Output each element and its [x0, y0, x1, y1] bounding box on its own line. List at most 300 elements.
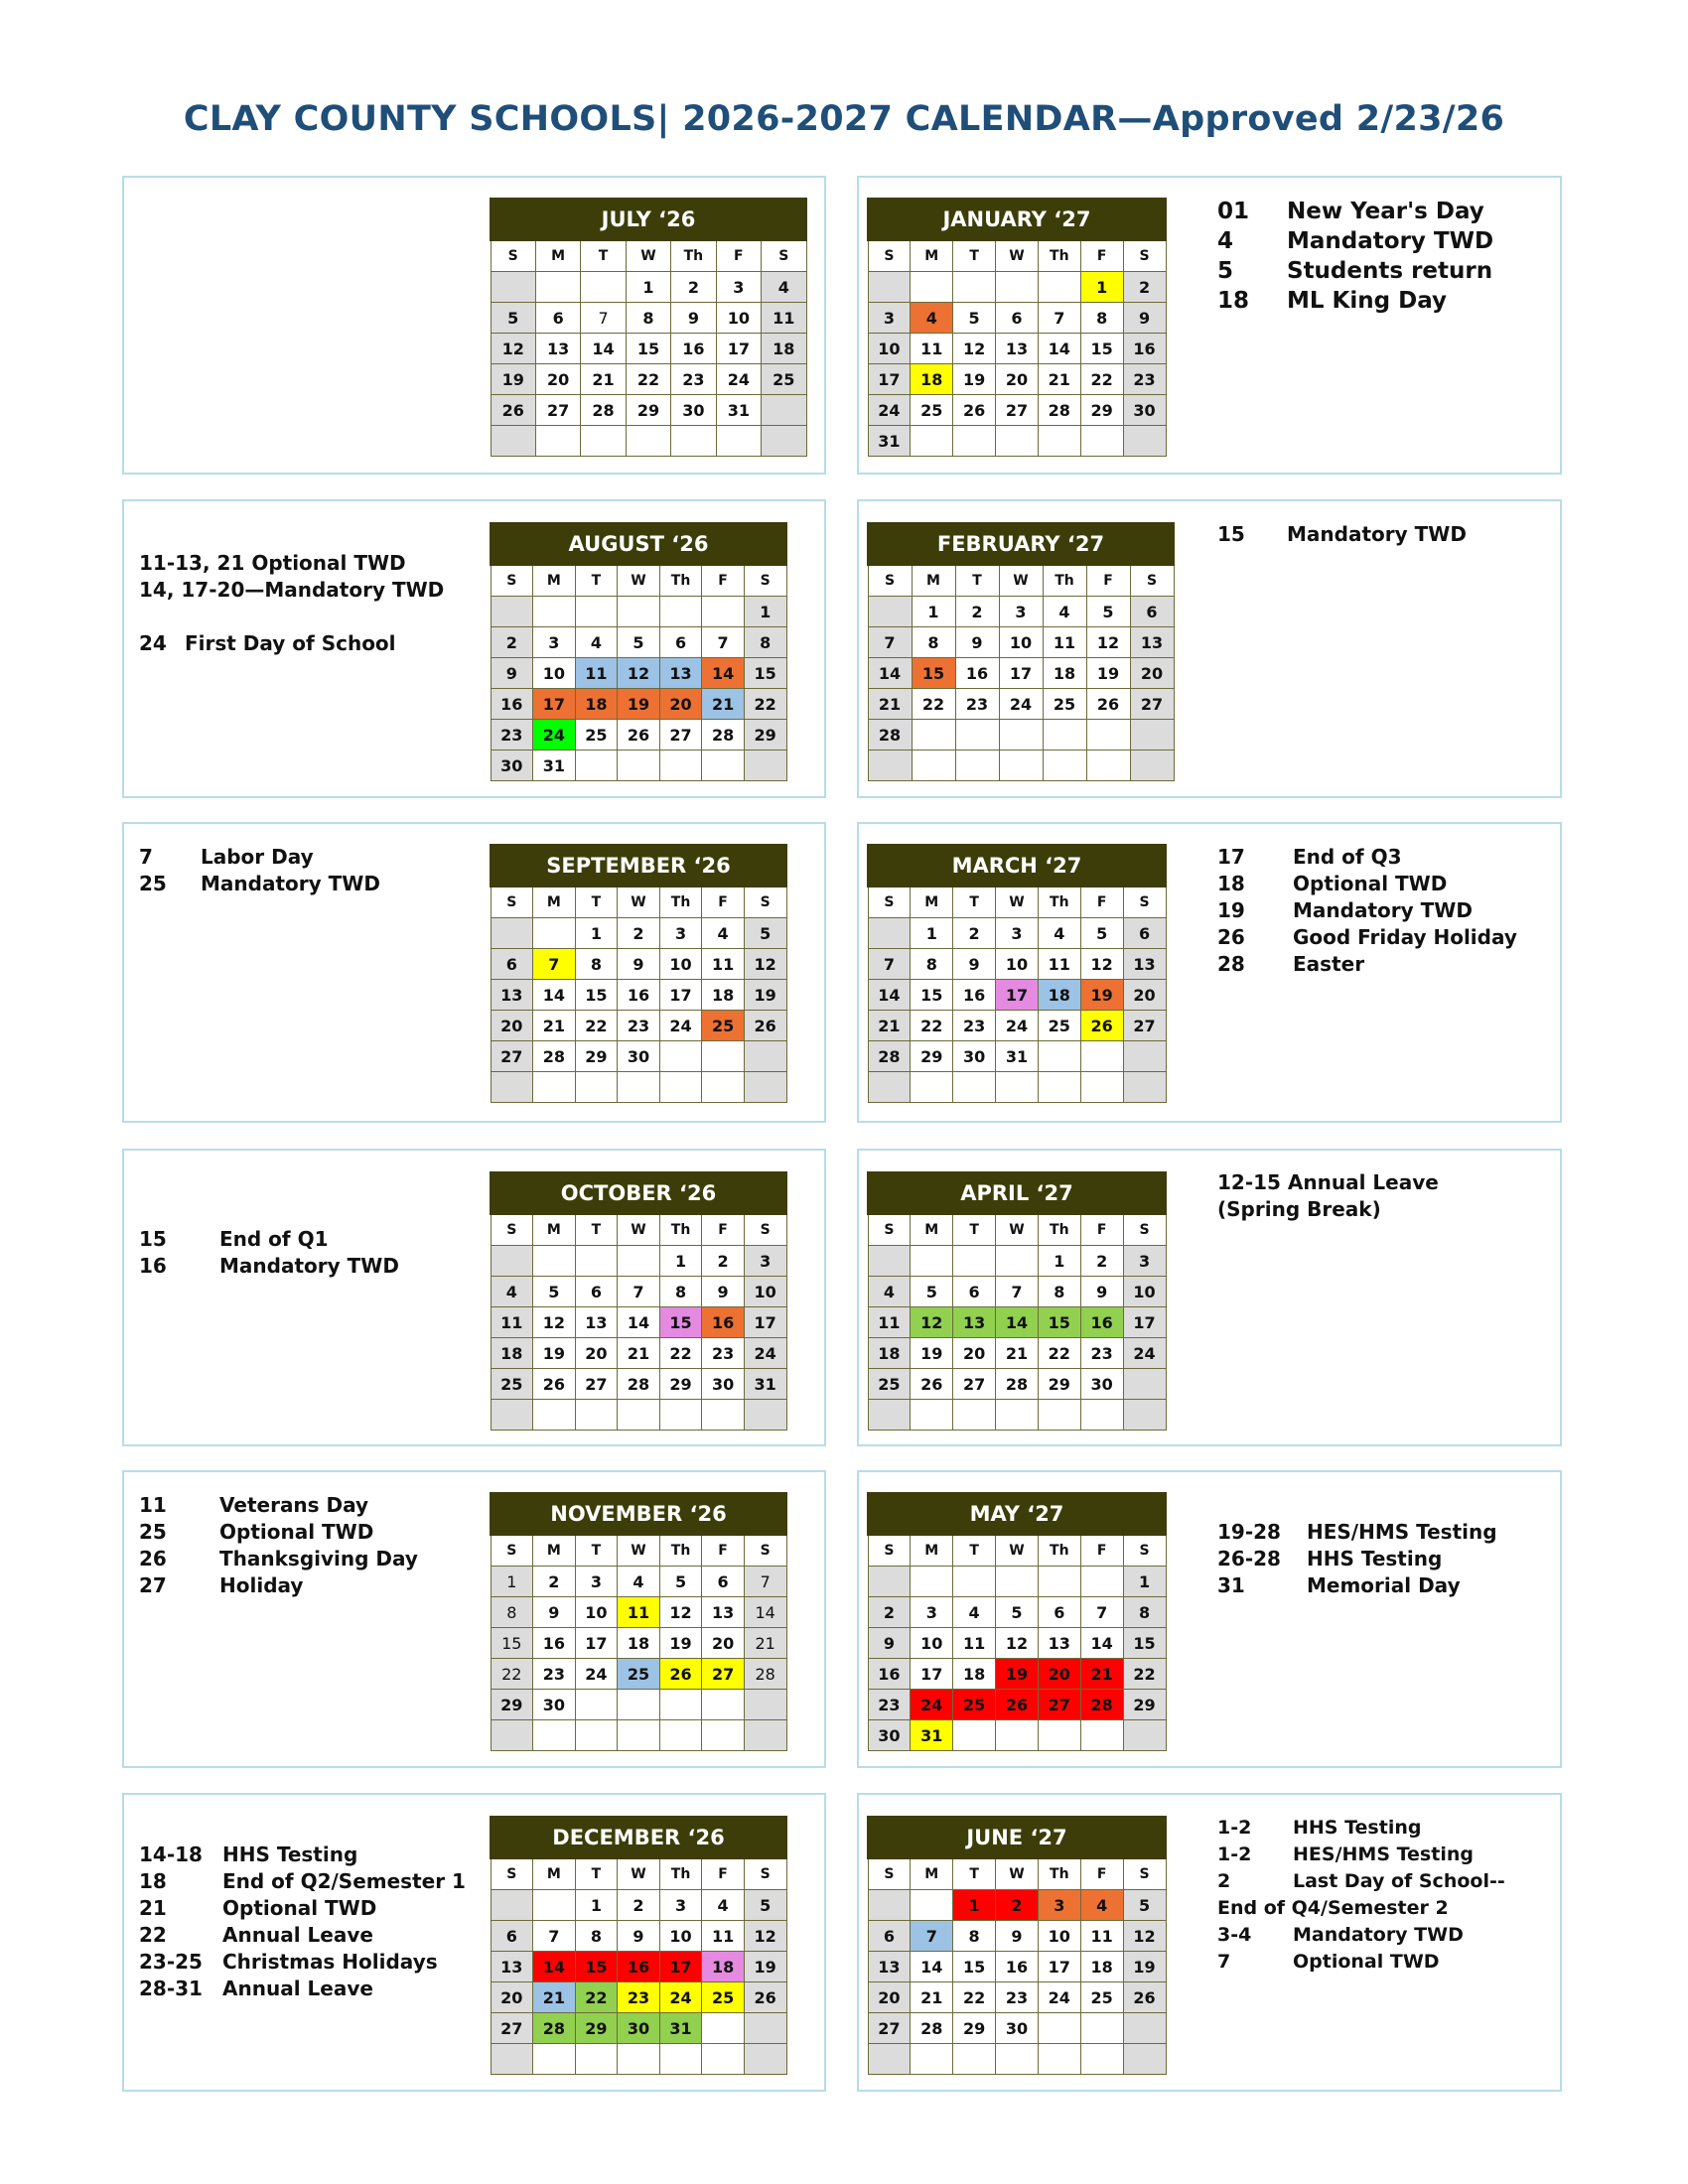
day-cell: 21 — [533, 1982, 576, 2013]
events-august — [139, 550, 444, 657]
day-cell: 6 — [702, 1567, 745, 1597]
day-cell: 7 — [581, 303, 626, 334]
day-cell: 2 — [1080, 1246, 1123, 1277]
empty-cell — [716, 426, 761, 457]
event-row — [139, 1546, 418, 1572]
empty-cell — [702, 751, 745, 781]
event-row — [1217, 897, 1517, 924]
day-header: M — [911, 240, 953, 272]
day-cell: 17 — [996, 980, 1039, 1011]
event-row — [1217, 871, 1517, 897]
empty-cell — [762, 395, 806, 426]
event-label: Veterans Day — [219, 1493, 369, 1517]
day-cell: 3 — [1123, 1246, 1166, 1277]
day-cell: 14 — [744, 1597, 786, 1628]
day-cell: 14 — [911, 1952, 953, 1982]
empty-cell — [671, 426, 716, 457]
empty-cell — [659, 1400, 702, 1431]
day-cell: 20 — [1130, 658, 1174, 689]
day-cell: 29 — [575, 1041, 618, 1072]
day-header: T — [575, 565, 618, 597]
event-date: 7 — [139, 845, 153, 869]
day-cell: 7 — [744, 1567, 786, 1597]
day-cell: 27 — [868, 2013, 911, 2044]
day-cell: 7 — [868, 949, 911, 980]
day-cell: 17 — [1038, 1952, 1080, 1982]
day-cell: 9 — [1123, 303, 1166, 334]
day-cell: 9 — [702, 1277, 745, 1307]
empty-cell — [575, 1072, 618, 1103]
day-cell: 21 — [1080, 1659, 1123, 1690]
empty-cell — [626, 426, 670, 457]
day-cell: 4 — [953, 1597, 996, 1628]
empty-cell — [868, 1246, 911, 1277]
day-cell: 22 — [953, 1982, 996, 2013]
event-label: End of Q3 — [1293, 845, 1402, 869]
day-cell: 9 — [671, 303, 716, 334]
day-cell: 2 — [618, 1890, 660, 1921]
day-cell: 15 — [953, 1952, 996, 1982]
day-header: S — [868, 1214, 911, 1246]
empty-cell — [953, 1246, 996, 1277]
day-cell: 28 — [618, 1369, 660, 1400]
day-cell: 10 — [575, 1597, 618, 1628]
empty-cell — [953, 1720, 996, 1751]
event-row — [139, 577, 444, 604]
empty-cell — [868, 597, 912, 627]
day-cell: 22 — [912, 689, 955, 720]
day-cell: 7 — [996, 1277, 1039, 1307]
day-header: F — [1080, 1535, 1123, 1567]
empty-cell — [868, 1072, 911, 1103]
day-cell: 12 — [1080, 949, 1123, 980]
empty-cell — [1123, 2044, 1166, 2075]
day-cell: 27 — [491, 1041, 533, 1072]
day-cell: 2 — [533, 1567, 576, 1597]
calendar-february-2027 — [867, 522, 1175, 781]
day-cell: 22 — [491, 1659, 533, 1690]
day-cell: 6 — [953, 1277, 996, 1307]
day-header: S — [1123, 240, 1166, 272]
day-cell: 20 — [575, 1338, 618, 1369]
day-cell: 29 — [659, 1369, 702, 1400]
day-cell: 8 — [575, 1921, 618, 1952]
empty-cell — [659, 2044, 702, 2075]
day-cell: 25 — [1043, 689, 1086, 720]
day-cell: 20 — [535, 364, 580, 395]
day-cell: 30 — [953, 1041, 996, 1072]
day-header: Th — [1038, 240, 1080, 272]
day-header: S — [744, 1858, 786, 1890]
day-header: W — [999, 565, 1043, 597]
day-cell: 5 — [744, 918, 786, 949]
day-cell: 15 — [1080, 334, 1123, 364]
events-december — [139, 1842, 466, 2002]
day-cell: 25 — [575, 720, 618, 751]
empty-cell — [1123, 2013, 1166, 2044]
event-label: Optional TWD — [1293, 872, 1448, 895]
day-cell: 5 — [491, 303, 535, 334]
day-cell: 18 — [1038, 980, 1080, 1011]
day-header: Th — [1038, 887, 1080, 918]
day-header: M — [533, 1535, 576, 1567]
day-cell: 28 — [868, 1041, 911, 1072]
day-header: W — [626, 240, 670, 272]
day-cell: 24 — [716, 364, 761, 395]
day-cell: 8 — [953, 1921, 996, 1952]
day-header: S — [744, 1535, 786, 1567]
day-cell: 6 — [491, 1921, 533, 1952]
day-header: F — [1080, 240, 1123, 272]
day-cell: 28 — [533, 2013, 576, 2044]
day-cell: 13 — [1038, 1628, 1080, 1659]
day-cell: 20 — [659, 689, 702, 720]
day-header: S — [491, 1214, 533, 1246]
day-header: Th — [671, 240, 716, 272]
day-cell: 3 — [533, 627, 576, 658]
day-cell: 11 — [702, 949, 745, 980]
day-header: S — [1123, 1214, 1166, 1246]
day-cell: 24 — [911, 1690, 953, 1720]
day-cell: 13 — [491, 1952, 533, 1982]
day-cell: 11 — [702, 1921, 745, 1952]
empty-cell — [911, 1890, 953, 1921]
event-label: Annual Leave — [222, 1923, 373, 1947]
day-cell: 4 — [1038, 918, 1080, 949]
empty-cell — [1123, 1369, 1166, 1400]
empty-cell — [535, 426, 580, 457]
empty-cell — [911, 1072, 953, 1103]
events-june — [1217, 1815, 1505, 1976]
empty-cell — [702, 1041, 745, 1072]
day-cell: 19 — [911, 1338, 953, 1369]
day-cell: 24 — [533, 720, 576, 751]
empty-cell — [702, 2044, 745, 2075]
day-cell: 9 — [618, 949, 660, 980]
empty-cell — [996, 1720, 1039, 1751]
day-cell: 10 — [996, 949, 1039, 980]
day-cell: 25 — [1038, 1011, 1080, 1041]
day-cell: 13 — [575, 1307, 618, 1338]
day-cell: 31 — [911, 1720, 953, 1751]
day-cell: 8 — [575, 949, 618, 980]
empty-cell — [1038, 1400, 1080, 1431]
day-cell: 7 — [533, 1921, 576, 1952]
empty-cell — [491, 597, 533, 627]
empty-cell — [996, 272, 1039, 303]
event-date: (Spring Break) — [1217, 1197, 1381, 1221]
day-header: M — [912, 565, 955, 597]
day-cell: 1 — [626, 272, 670, 303]
day-cell: 3 — [1038, 1890, 1080, 1921]
day-cell: 26 — [1086, 689, 1130, 720]
day-cell: 15 — [659, 1307, 702, 1338]
events-september — [139, 844, 380, 897]
day-cell: 1 — [911, 918, 953, 949]
day-header: Th — [1043, 565, 1086, 597]
event-row — [1217, 1842, 1505, 1868]
day-cell: 23 — [702, 1338, 745, 1369]
day-header: F — [1080, 887, 1123, 918]
day-cell: 12 — [911, 1307, 953, 1338]
day-cell: 28 — [533, 1041, 576, 1072]
empty-cell — [575, 751, 618, 781]
event-label: New Year's Day — [1287, 199, 1484, 224]
day-header: W — [996, 1535, 1039, 1567]
empty-cell — [618, 1690, 660, 1720]
event-label: Memorial Day — [1307, 1573, 1461, 1597]
day-cell: 23 — [868, 1690, 911, 1720]
event-date: 14-18 — [139, 1843, 203, 1866]
day-cell: 30 — [1123, 395, 1166, 426]
day-cell: 26 — [911, 1369, 953, 1400]
day-cell: 1 — [1123, 1567, 1166, 1597]
event-label: HHS Testing — [1307, 1547, 1443, 1570]
day-cell: 16 — [491, 689, 533, 720]
event-date: 7 — [1217, 1951, 1231, 1973]
day-cell: 1 — [491, 1567, 533, 1597]
day-cell: 7 — [702, 627, 745, 658]
day-cell: 3 — [868, 303, 911, 334]
day-cell: 11 — [868, 1307, 911, 1338]
day-header: Th — [659, 565, 702, 597]
empty-cell — [996, 2044, 1039, 2075]
day-cell: 17 — [659, 1952, 702, 1982]
day-cell: 20 — [491, 1982, 533, 2013]
day-cell: 12 — [744, 949, 786, 980]
day-cell: 12 — [533, 1307, 576, 1338]
day-cell: 8 — [1123, 1597, 1166, 1628]
event-row — [139, 1895, 466, 1922]
day-cell: 3 — [575, 1567, 618, 1597]
empty-cell — [1038, 2013, 1080, 2044]
day-cell: 3 — [659, 1890, 702, 1921]
day-cell: 26 — [744, 1982, 786, 2013]
day-cell: 12 — [618, 658, 660, 689]
day-header: Th — [659, 1858, 702, 1890]
day-header: S — [868, 240, 911, 272]
day-cell: 16 — [618, 1952, 660, 1982]
empty-cell — [1038, 1072, 1080, 1103]
day-cell: 3 — [999, 597, 1043, 627]
empty-cell — [581, 426, 626, 457]
event-label: Labor Day — [201, 845, 314, 869]
day-header: S — [1130, 565, 1174, 597]
event-row — [1217, 1868, 1505, 1895]
calendar-august-2026 — [490, 522, 787, 781]
month-header: OCTOBER ‘26 — [491, 1172, 786, 1214]
event-date: 24 — [139, 631, 167, 655]
event-date: 26 — [1217, 925, 1245, 949]
day-cell: 1 — [953, 1890, 996, 1921]
day-cell: 9 — [955, 627, 999, 658]
day-cell: 18 — [491, 1338, 533, 1369]
day-cell: 16 — [702, 1307, 745, 1338]
empty-cell — [996, 426, 1039, 457]
event-date: 28-31 — [139, 1977, 203, 2000]
day-cell: 24 — [1123, 1338, 1166, 1369]
day-cell: 21 — [868, 1011, 911, 1041]
day-cell: 19 — [1123, 1952, 1166, 1982]
day-cell: 7 — [868, 627, 912, 658]
day-header: M — [911, 1535, 953, 1567]
day-cell: 17 — [575, 1628, 618, 1659]
empty-cell — [533, 1246, 576, 1277]
day-cell: 29 — [953, 2013, 996, 2044]
empty-cell — [1038, 1041, 1080, 1072]
events-october — [139, 1226, 399, 1280]
day-header: F — [702, 1214, 745, 1246]
empty-cell — [618, 1072, 660, 1103]
day-header: T — [575, 887, 618, 918]
day-cell: 17 — [744, 1307, 786, 1338]
day-cell: 13 — [659, 658, 702, 689]
day-header: Th — [659, 1535, 702, 1567]
day-cell: 17 — [911, 1659, 953, 1690]
month-header: AUGUST ‘26 — [491, 523, 786, 565]
day-cell: 30 — [491, 751, 533, 781]
event-label: ML King Day — [1287, 288, 1447, 314]
month-header: APRIL ‘27 — [868, 1172, 1166, 1214]
event-label: Mandatory TWD — [1293, 1924, 1464, 1946]
empty-cell — [911, 2044, 953, 2075]
event-date: 12-15 Annual Leave — [1217, 1170, 1439, 1194]
event-date: 01 — [1217, 199, 1250, 224]
day-cell: 15 — [491, 1628, 533, 1659]
day-cell: 9 — [491, 658, 533, 689]
day-header: S — [491, 1858, 533, 1890]
event-date: 1-2 — [1217, 1843, 1252, 1865]
day-cell: 31 — [996, 1041, 1039, 1072]
empty-cell — [999, 751, 1043, 781]
empty-cell — [996, 1400, 1039, 1431]
event-label: HES/HMS Testing — [1307, 1520, 1497, 1544]
day-cell: 15 — [744, 658, 786, 689]
empty-cell — [1038, 426, 1080, 457]
event-date: 19-28 — [1217, 1520, 1281, 1544]
day-header: W — [996, 887, 1039, 918]
empty-cell — [953, 1072, 996, 1103]
day-cell: 19 — [744, 1952, 786, 1982]
day-cell: 8 — [911, 949, 953, 980]
day-cell: 29 — [1038, 1369, 1080, 1400]
empty-cell — [533, 1400, 576, 1431]
page-title: CLAY COUNTY SCHOOLS| 2026-2027 CALENDAR—Approved 2/23/26 — [183, 99, 1505, 139]
event-row — [1217, 844, 1517, 871]
event-date: 25 — [139, 1520, 167, 1544]
day-cell: 5 — [996, 1597, 1039, 1628]
day-cell: 14 — [702, 658, 745, 689]
day-cell: 16 — [1080, 1307, 1123, 1338]
day-header: M — [911, 887, 953, 918]
empty-cell — [911, 1400, 953, 1431]
empty-cell — [1080, 2044, 1123, 2075]
empty-cell — [533, 1720, 576, 1751]
day-cell: 23 — [1080, 1338, 1123, 1369]
empty-cell — [912, 720, 955, 751]
day-cell: 1 — [575, 1890, 618, 1921]
empty-cell — [1080, 1720, 1123, 1751]
day-cell: 1 — [659, 1246, 702, 1277]
day-cell: 17 — [659, 980, 702, 1011]
empty-cell — [533, 1072, 576, 1103]
day-cell: 21 — [868, 689, 912, 720]
event-date: 18 — [1217, 288, 1250, 314]
day-cell: 4 — [1080, 1890, 1123, 1921]
month-header: FEBRUARY ‘27 — [868, 523, 1174, 565]
day-header: Th — [1038, 1214, 1080, 1246]
day-cell: 10 — [999, 627, 1043, 658]
empty-cell — [996, 1072, 1039, 1103]
day-cell: 1 — [912, 597, 955, 627]
day-cell: 12 — [1086, 627, 1130, 658]
empty-cell — [702, 1690, 745, 1720]
day-cell: 27 — [659, 720, 702, 751]
event-label: First Day of School — [185, 631, 396, 655]
day-header: Th — [1038, 1858, 1080, 1890]
event-label: Optional TWD — [222, 1896, 377, 1920]
day-cell: 25 — [762, 364, 806, 395]
day-cell: 28 — [1080, 1690, 1123, 1720]
day-header: M — [911, 1858, 953, 1890]
day-cell: 15 — [575, 1952, 618, 1982]
empty-cell — [1123, 1041, 1166, 1072]
day-cell: 22 — [1038, 1338, 1080, 1369]
day-cell: 24 — [659, 1011, 702, 1041]
event-date: 2 — [1217, 1870, 1231, 1892]
day-cell: 26 — [1080, 1011, 1123, 1041]
empty-cell — [575, 1690, 618, 1720]
day-cell: 19 — [618, 689, 660, 720]
event-date: 18 — [139, 1869, 167, 1893]
day-header: S — [762, 240, 806, 272]
day-cell: 29 — [491, 1690, 533, 1720]
day-cell: 8 — [744, 627, 786, 658]
day-cell: 12 — [996, 1628, 1039, 1659]
empty-cell — [911, 426, 953, 457]
empty-cell — [1130, 751, 1174, 781]
empty-cell — [955, 751, 999, 781]
event-date: 5 — [1217, 258, 1234, 284]
day-cell: 8 — [912, 627, 955, 658]
day-cell: 18 — [702, 980, 745, 1011]
event-date: 25 — [139, 872, 167, 895]
day-cell: 18 — [953, 1659, 996, 1690]
day-cell: 18 — [1043, 658, 1086, 689]
day-cell: 13 — [491, 980, 533, 1011]
day-cell: 6 — [659, 627, 702, 658]
day-header: F — [702, 887, 745, 918]
day-header: W — [618, 1214, 660, 1246]
day-cell: 1 — [575, 918, 618, 949]
calendar-july-2026 — [490, 198, 807, 457]
day-cell: 14 — [533, 980, 576, 1011]
empty-cell — [1123, 426, 1166, 457]
day-header: S — [744, 887, 786, 918]
day-cell: 10 — [744, 1277, 786, 1307]
empty-cell — [581, 272, 626, 303]
day-header: S — [1123, 887, 1166, 918]
day-cell: 31 — [868, 426, 911, 457]
empty-cell — [491, 2044, 533, 2075]
day-cell: 23 — [618, 1982, 660, 2013]
day-cell: 30 — [618, 2013, 660, 2044]
day-cell: 14 — [1038, 334, 1080, 364]
event-date: 27 — [139, 1573, 167, 1597]
empty-cell — [618, 2044, 660, 2075]
day-cell: 23 — [996, 1982, 1039, 2013]
event-label: Mandatory TWD — [1287, 228, 1494, 254]
